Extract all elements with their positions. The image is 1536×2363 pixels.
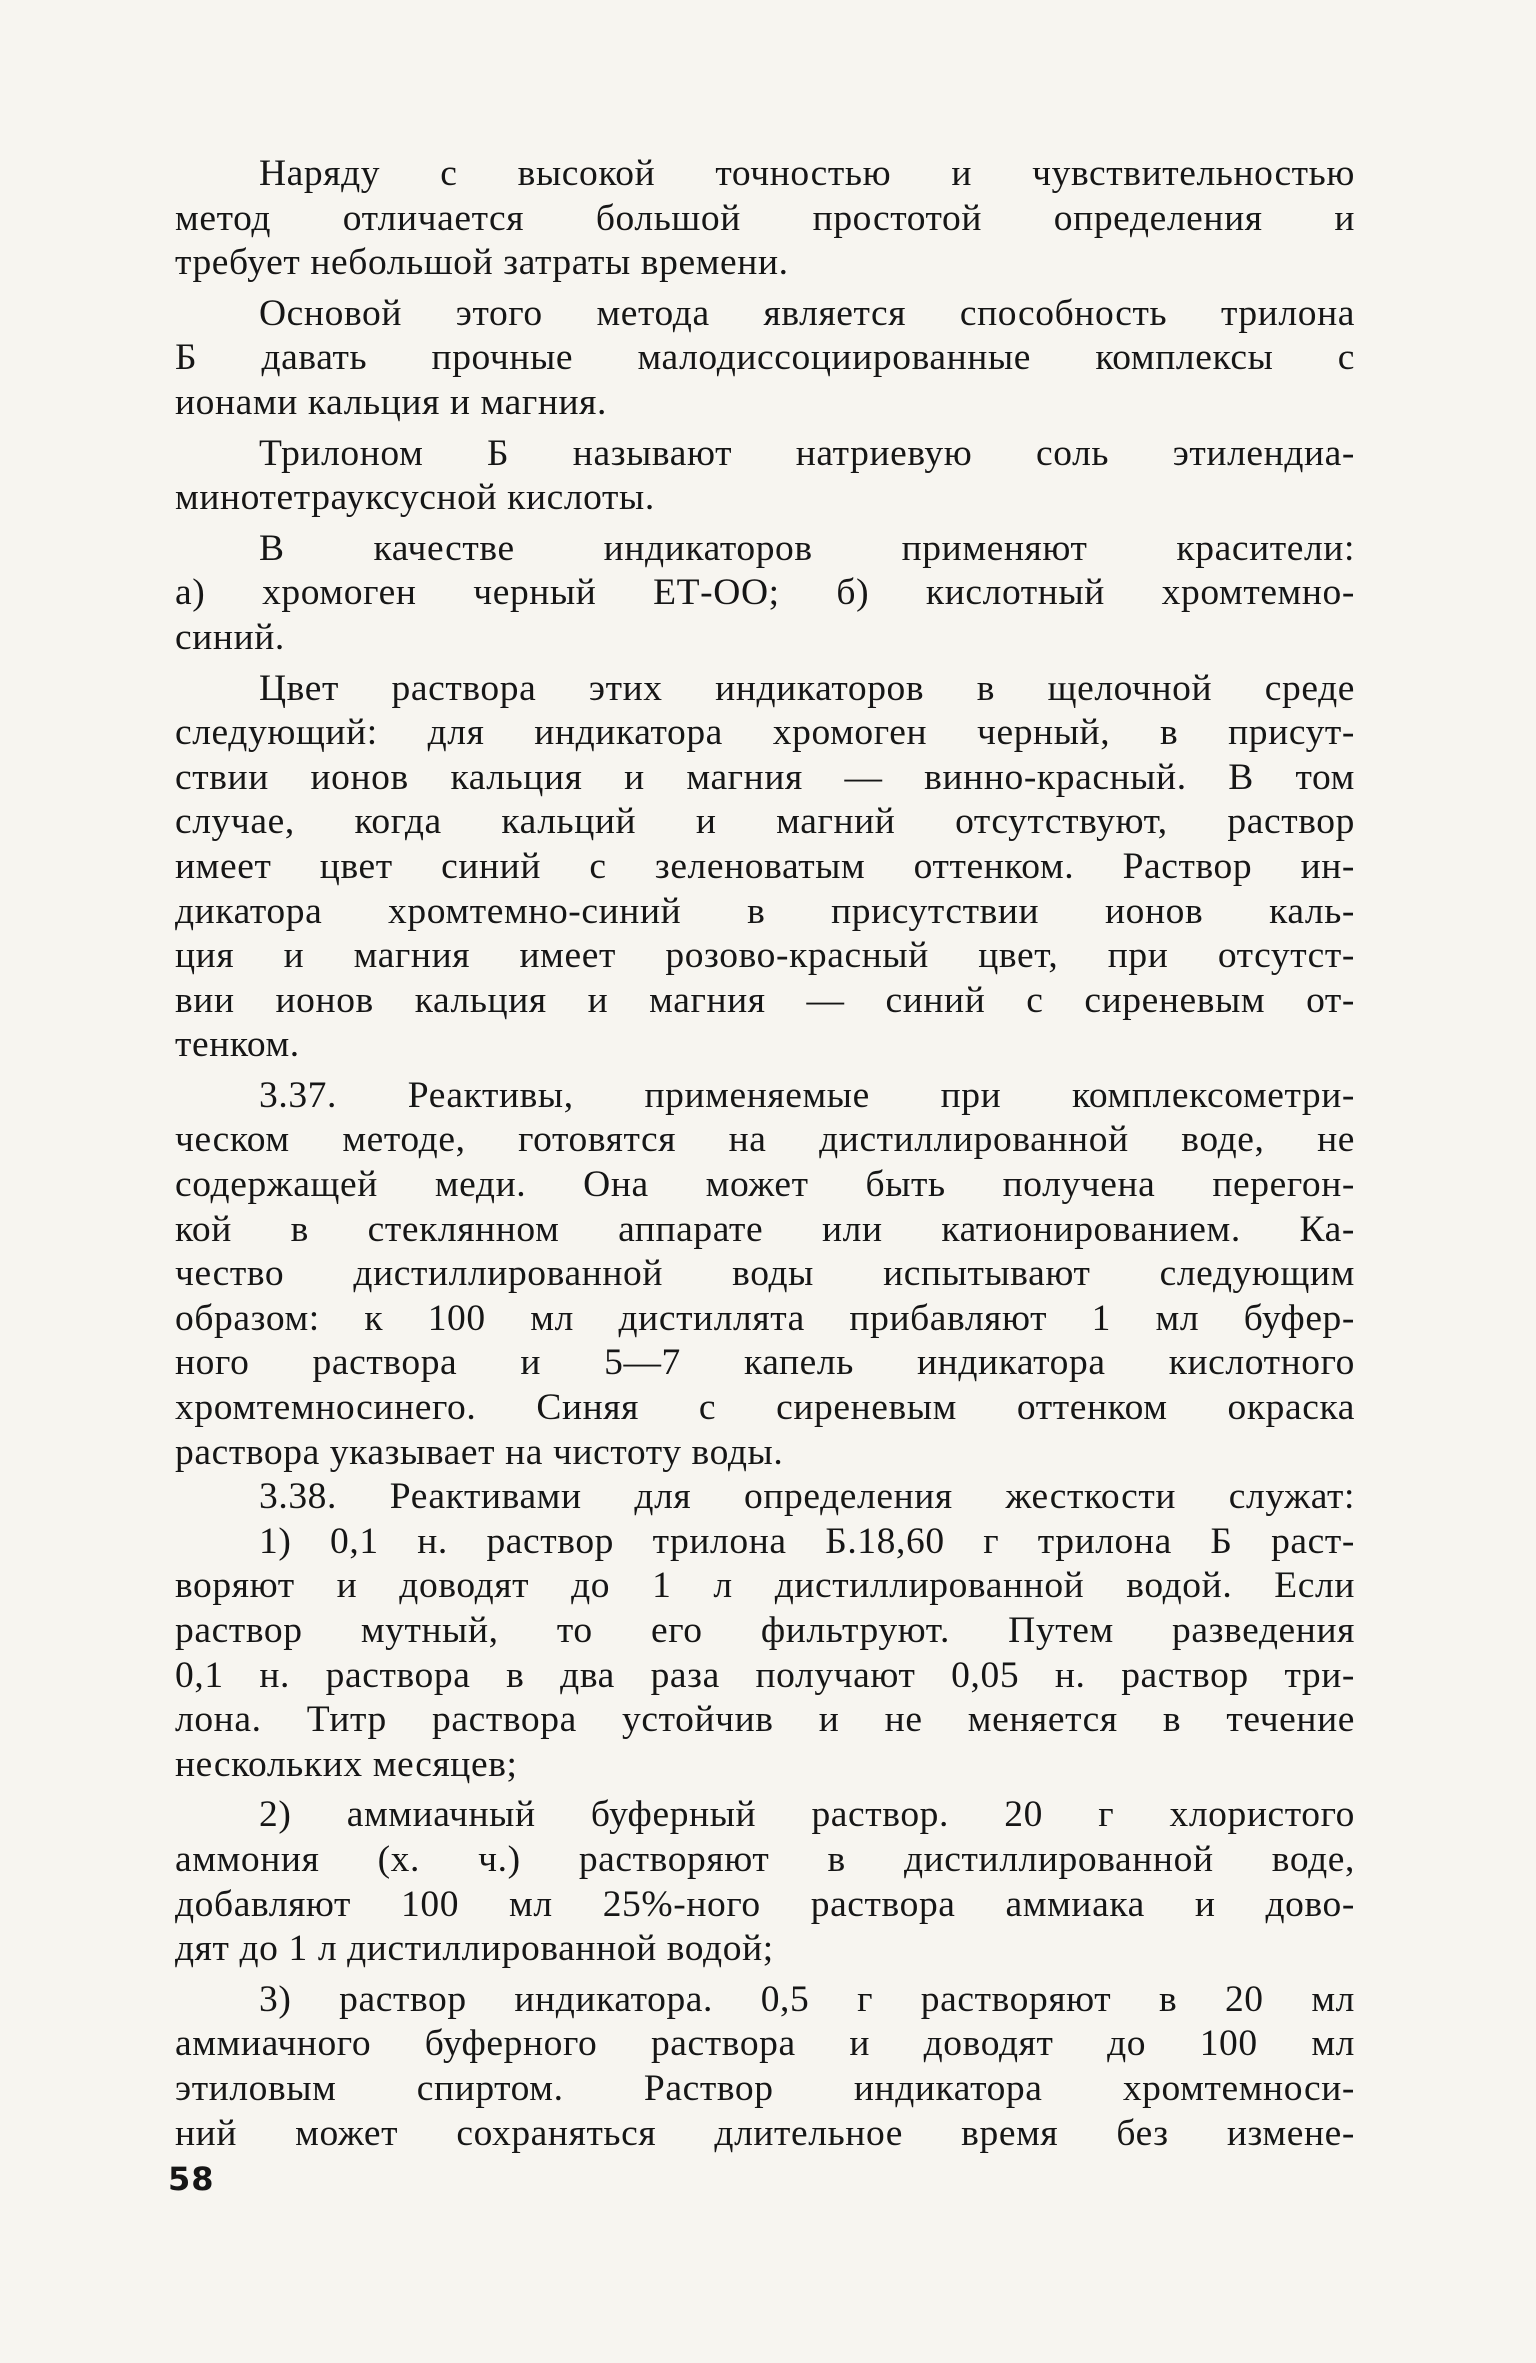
text-line: ция и магния имеет розово-красный цвет, при отсутст- <box>175 935 1355 977</box>
text-line: этиловым спиртом. Раствор индикатора хромтемноси- <box>175 2067 1355 2109</box>
text-line: случае, когда кальций и магний отсутствуют, раствор <box>175 801 1355 843</box>
text-line: ионами кальция и магния. <box>175 381 608 423</box>
text-line: 1) 0,1 н. раствор трилона Б.18,60 г трилона Б раст- <box>259 1520 1355 1562</box>
text-line: Трилоном Б называют натриевую соль этилендиа- <box>259 432 1355 474</box>
text-line: дикатора хромтемно-синий в присутствии ионов каль- <box>175 890 1355 932</box>
text-line: содержащей меди. Она может быть получена перегон- <box>175 1164 1355 1206</box>
text-line: требует небольшой затраты времени. <box>175 242 789 284</box>
text-line: а) хромоген черный ЕТ-ОО; б) кислотный хромтемно- <box>175 572 1355 614</box>
text-line: 3) раствор индикатора. 0,5 г растворяют в 20 мл <box>259 1978 1355 2020</box>
text-line: 0,1 н. раствора в два раза получают 0,05 н. раствор три- <box>175 1654 1355 1696</box>
text-line: ческом методе, готовятся на дистиллированной воде, не <box>175 1119 1355 1161</box>
text-line: Цвет раствора этих индикаторов в щелочной среде <box>259 667 1355 709</box>
text-line: следующий: для индикатора хромоген черный, в присут- <box>175 712 1355 754</box>
text-line: 3.38. Реактивами для определения жесткости служат: <box>259 1476 1355 1518</box>
text-line: минотетрауксусной кислоты. <box>175 477 655 519</box>
text-line: В качестве индикаторов применяют красители: <box>259 527 1355 569</box>
text-line: метод отличается большой простотой определения и <box>175 197 1355 239</box>
text-line: раствора указывает на чистоту воды. <box>175 1431 784 1473</box>
text-line: чество дистиллированной воды испытывают следующим <box>175 1253 1355 1295</box>
text-line: вии ионов кальция и магния — синий с сиреневым от- <box>175 979 1355 1021</box>
text-line: аммиачного буферного раствора и доводят до 100 мл <box>175 2023 1355 2065</box>
text-line: аммония (х. ч.) растворяют в дистиллированной воде, <box>175 1838 1355 1880</box>
text-line: Б давать прочные малодиссоциированные комплексы с <box>175 337 1355 379</box>
text-line: образом: к 100 мл дистиллята прибавляют 1 мл буфер- <box>175 1297 1355 1339</box>
text-line: ствии ионов кальция и магния — винно-красный. В том <box>175 756 1355 798</box>
text-line: 2) аммиачный буферный раствор. 20 г хлористого <box>259 1794 1355 1836</box>
text-line: тенком. <box>175 1024 300 1066</box>
text-line: нескольких месяцев; <box>175 1743 518 1785</box>
page-number: 58 <box>168 2160 215 2198</box>
text-line: кой в стеклянном аппарате или катионированием. Ка- <box>175 1208 1355 1250</box>
text-line: имеет цвет синий с зеленоватым оттенком. Раствор ин- <box>175 845 1355 887</box>
text-line: раствор мутный, то его фильтруют. Путем разведения <box>175 1610 1355 1651</box>
text-line: добавляют 100 мл 25%-ного раствора аммиака и дово- <box>175 1883 1355 1925</box>
text-line: 3.37. Реактивы, применяемые при комплексометри- <box>259 1074 1355 1116</box>
text-line: Основой этого метода является способность трилона <box>259 292 1355 334</box>
text-line: ного раствора и 5—7 капель индикатора кислотного <box>175 1342 1355 1384</box>
text-line: дят до 1 л дистиллированной водой; <box>175 1928 774 1970</box>
text-line: ний может сохраняться длительное время без измене- <box>175 2112 1355 2154</box>
text-line: лона. Титр раствора устойчив и не меняется в течение <box>175 1699 1355 1741</box>
text-line: хромтемносинего. Синяя с сиреневым оттенком окраска <box>175 1387 1355 1429</box>
body-text <box>175 152 1355 2156</box>
text-line: синий. <box>175 616 285 658</box>
text-line: воряют и доводят до 1 л дистиллированной водой. Если <box>175 1565 1355 1607</box>
text-line: Наряду с высокой точностью и чувствительностью <box>259 153 1355 194</box>
